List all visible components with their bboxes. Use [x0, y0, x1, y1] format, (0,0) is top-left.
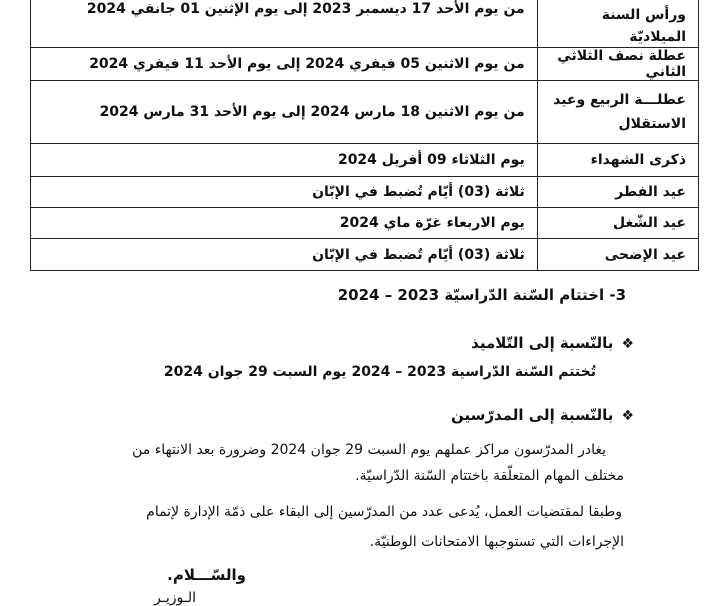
holiday-period: ثلاثة (03) أيّام تُضبط في الإبّان	[31, 177, 538, 208]
holiday-period: يوم الثلاثاء 09 أفريل 2024	[31, 144, 538, 177]
holiday-name: عيد الفطر	[537, 177, 698, 208]
holidays-table	[30, 0, 699, 271]
teachers-line-2: مختلف المهام المتعلّقة باختتام السّنة الدّراسيّة.	[355, 468, 624, 484]
table-row	[31, 0, 699, 48]
teachers-line-4: الإجراءات التي تستوجبها الامتحانات الوطنيّة.	[369, 534, 624, 550]
holiday-period: ثلاثة (03) أيّام تُضبط في الإبّان	[31, 239, 538, 271]
holiday-period: من يوم الأحد 17 ديسمبر 2023 إلى يوم الإثنين 01 جانفي 2024	[31, 0, 538, 48]
diamond-bullet-icon: ❖	[621, 336, 634, 352]
holiday-name: عيد الإضحى	[537, 239, 698, 271]
holiday-name: ورأس السنة الميلاديّة	[537, 0, 698, 48]
teachers-heading-text: بالنّسبة إلى المدرّسين	[451, 406, 614, 424]
table-row	[31, 208, 699, 239]
table-row	[31, 81, 699, 144]
holiday-name: عيد الشّغل	[537, 208, 698, 239]
holiday-period: من يوم الاثنين 05 فيفري 2024 إلى يوم الأحد 11 فيفري 2024	[31, 48, 538, 81]
pupils-text	[164, 364, 596, 380]
closing-salutation: والسّـــلام.	[167, 566, 246, 584]
holiday-period: من يوم الاثنين 18 مارس 2024 إلى يوم الأحد 31 مارس 2024	[31, 81, 538, 144]
table-row	[31, 239, 699, 271]
pupils-heading	[471, 334, 634, 352]
holiday-name: عطلـــة الربيع وعيد الاستقلال	[537, 81, 698, 144]
holiday-name: ذكرى الشهداء	[537, 144, 698, 177]
pupils-text-content: تُختتم السّنة الدّراسية 2023 – 2024 يوم السبت 29 جوان 2024	[163, 364, 596, 380]
signature-fragment: الـوزيـر	[154, 590, 196, 606]
teachers-heading	[451, 406, 634, 424]
holiday-name: عطلة نصف الثلاثي الثاني	[537, 48, 698, 81]
diamond-bullet-icon: ❖	[621, 408, 634, 424]
pupils-heading-text: بالنّسبة إلى التّلاميذ	[471, 334, 614, 352]
section-title: 3- اختتام السّنة الدّراسيّة 2023 – 2024	[337, 286, 626, 304]
table-row	[31, 144, 699, 177]
holiday-period: يوم الاربعاء غرّة ماي 2024	[31, 208, 538, 239]
table-row	[31, 48, 699, 81]
teachers-line-3: وطبقا لمقتضيات العمل، يُدعى عدد من المدرّسين إلى البقاء على ذمّة الإدارة لإتمام	[146, 504, 622, 520]
teachers-line-1: يغادر المدرّسون مراكز عملهم يوم السبت 29 جوان 2024 وضرورة بعد الانتهاء من	[132, 442, 606, 458]
table-row	[31, 177, 699, 208]
